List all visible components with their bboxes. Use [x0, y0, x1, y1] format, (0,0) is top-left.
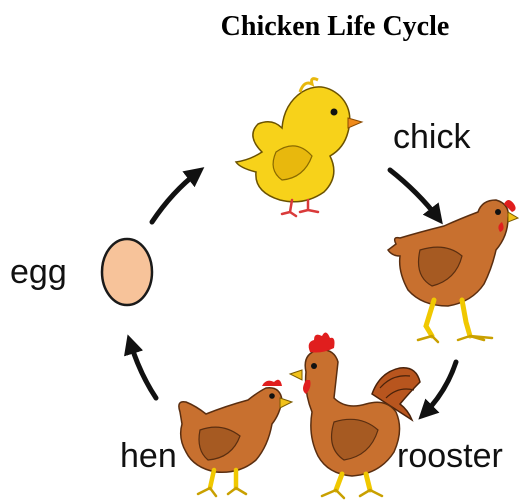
arrow-adult-to-pair	[424, 362, 456, 414]
label-rooster: rooster	[397, 437, 503, 475]
chick-illustration	[236, 79, 362, 216]
label-chick: chick	[393, 118, 471, 156]
diagram-title: Chicken Life Cycle	[220, 11, 450, 42]
label-hen: hen	[120, 437, 177, 475]
egg-illustration	[102, 239, 152, 305]
rooster-illustration	[290, 332, 420, 498]
arrow-egg-to-chick	[152, 172, 198, 222]
label-egg: egg	[10, 253, 67, 291]
hen-illustration	[388, 200, 518, 342]
arrow-chick-to-adult	[390, 170, 438, 218]
hen-illustration-pair	[179, 380, 292, 496]
arrow-pair-to-egg	[130, 342, 156, 398]
